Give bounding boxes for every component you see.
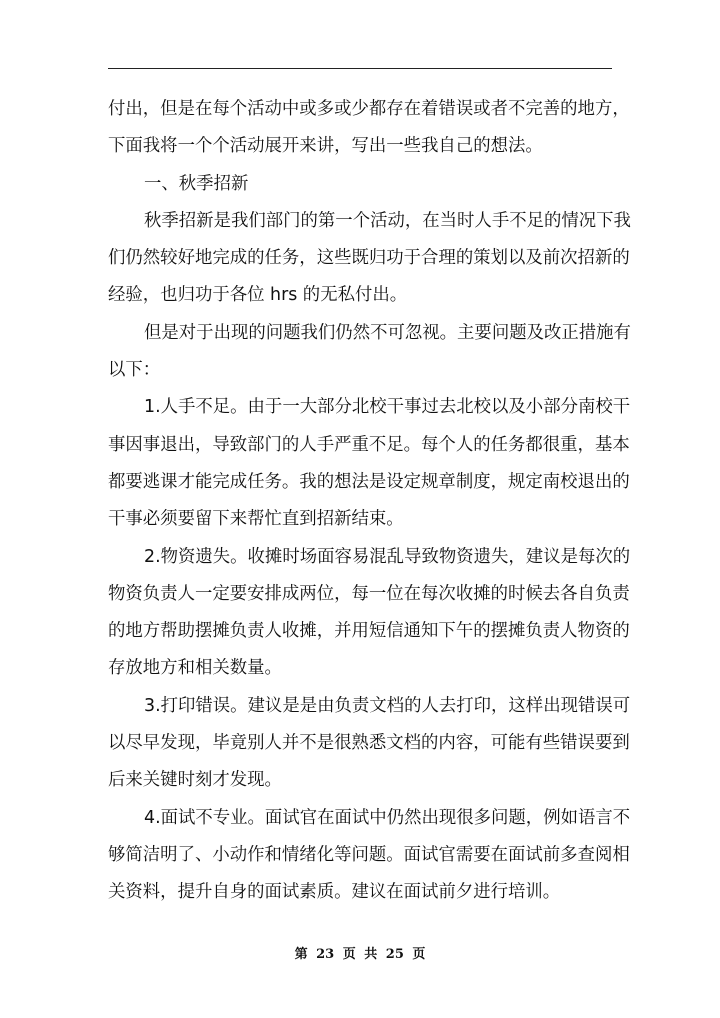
page-number: 第 23 页 共 25 页	[294, 947, 426, 962]
header-rule	[108, 68, 612, 69]
text-line: 但是对于出现的问题我们仍然不可忽视。主要问题及改正措施有	[144, 322, 631, 343]
paragraph	[108, 688, 631, 800]
paragraph	[108, 91, 630, 166]
text-line: 2.物资遗失。收摊时场面容易混乱导致物资遗失，建议是每次的	[144, 546, 631, 567]
text-line: 后来关键时刻才发现。	[108, 770, 282, 791]
text-line: 3.打印错误。建议是是由负责文档的人去打印，这样出现错误可	[144, 695, 631, 716]
paragraph	[108, 315, 631, 390]
text-line: 的地方帮助摆摊负责人收摊，并用短信通知下午的摆摊负责人物资的	[108, 621, 630, 642]
paragraph	[108, 166, 612, 203]
text-line: 都要逃课才能完成任务。我的想法是设定规章制度，规定南校退出的	[108, 471, 630, 492]
text-line: 干事必须要留下来帮忙直到招新结束。	[108, 509, 404, 530]
text-line: 4.面试不专业。面试官在面试中仍然出现很多问题，例如语言不	[144, 807, 631, 828]
text-line: 以下：	[108, 360, 161, 381]
text-line: 物资负责人一定要安排成两位，每一位在每次收摊的时候去各自负责	[108, 583, 630, 604]
text-line: 存放地方和相关数量。	[108, 658, 282, 679]
text-line: 秋季招新是我们部门的第一个活动，在当时人手不足的情况下我	[144, 210, 631, 231]
text-line: 关资料，提升自身的面试素质。建议在面试前夕进行培训。	[108, 882, 561, 903]
paragraph	[108, 389, 631, 538]
text-line: 够简洁明了、小动作和情绪化等问题。面试官需要在面试前多查阅相	[108, 844, 630, 865]
text-line: 付出，但是在每个活动中或多或少都存在着错误或者不完善的地方，	[108, 99, 630, 119]
paragraph	[108, 203, 631, 315]
paragraph	[108, 539, 631, 688]
text-line: 一、秋季招新	[144, 173, 249, 194]
text-line: 经验，也归功于各位 hrs 的无私付出。	[108, 285, 408, 306]
text-line: 下面我将一个个活动展开来讲，写出一些我自己的想法。	[108, 136, 543, 157]
text-line: 事因事退出，导致部门的人手严重不足。每个人的任务都很重，基本	[108, 434, 630, 455]
text-line: 1.人手不足。由于一大部分北校干事过去北校以及小部分南校干	[144, 397, 631, 418]
text-line: 们仍然较好地完成的任务，这些既归功于合理的策划以及前次招新的	[108, 248, 630, 269]
document-body	[108, 91, 631, 912]
paragraph	[108, 800, 631, 912]
text-line: 以尽早发现，毕竟别人并不是很熟悉文档的内容，可能有些错误要到	[108, 733, 630, 754]
